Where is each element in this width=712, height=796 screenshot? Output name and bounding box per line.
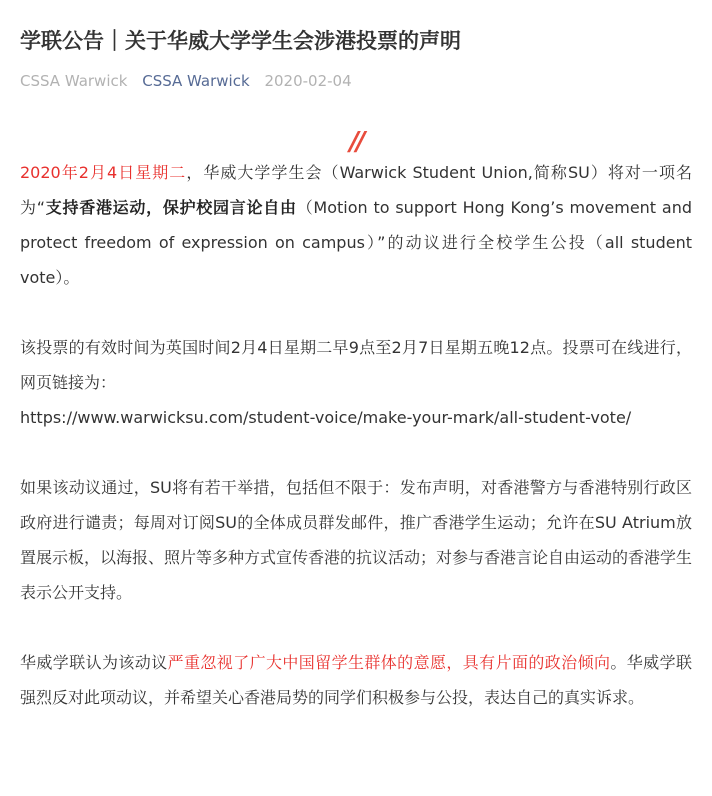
- paragraph-motion-measures: [20, 470, 692, 610]
- paragraph-cssa-position: [20, 645, 692, 715]
- vote-url-link[interactable]: https://www.warwicksu.com/student-voice/make-your-mark/all-student-vote/: [20, 408, 632, 427]
- paragraph-text: （Motion to support Hong Kong’s movement and protect freedom of expression on campus）”的动议进行全校学生公投（all student vote）。: [20, 198, 692, 287]
- paragraph-text: 。华威学联强烈反对此项动议，并希望关心香港局势的同学们积极参与公投，表达自己的真实诉求。: [20, 653, 692, 707]
- article-author: CSSA Warwick: [20, 72, 128, 90]
- date-highlight: 2020年2月4日星期二: [20, 163, 187, 182]
- paragraph-text: ，华威大学学生会（Warwick Student Union,简称SU）将对一项名为“: [20, 163, 692, 217]
- paragraph-text: 华威学联认为该动议: [20, 653, 168, 672]
- slash-divider-icon: //: [349, 127, 363, 157]
- account-name-link[interactable]: CSSA Warwick: [142, 72, 250, 90]
- position-highlight: 严重忽视了广大中国留学生群体的意愿，具有片面的政治倾向: [167, 653, 611, 672]
- paragraph-text: 该投票的有效时间为英国时间2月4日星期二早9点至2月7日星期五晚12点。投票可在线进行，网页链接为：: [20, 338, 692, 392]
- publish-date: 2020-02-04: [264, 72, 352, 90]
- paragraph-text: 如果该动议通过，SU将有若干举措，包括但不限于：发布声明，对香港警方与香港特别行政区政府进行谴责；每周对订阅SU的全体成员群发邮件，推广香港学生运动；允许在SU Atrium放置展示板，以海报、照片等多种方式宣传香港的抗议活动；对参与香港言论自由运动的香港学生表示公开支持。: [20, 478, 693, 602]
- article-meta: [20, 69, 692, 93]
- paragraph-spacer: [20, 435, 692, 470]
- article-title: 学联公告｜关于华威大学学生会涉港投票的声明: [20, 29, 461, 53]
- motion-name: 支持香港运动，保护校园言论自由: [45, 198, 297, 217]
- paragraph-spacer: [20, 610, 692, 645]
- paragraph-vote-period: [20, 330, 692, 435]
- article-body: [20, 155, 692, 715]
- paragraph-vote-announcement: [20, 155, 692, 295]
- paragraph-spacer: [20, 295, 692, 330]
